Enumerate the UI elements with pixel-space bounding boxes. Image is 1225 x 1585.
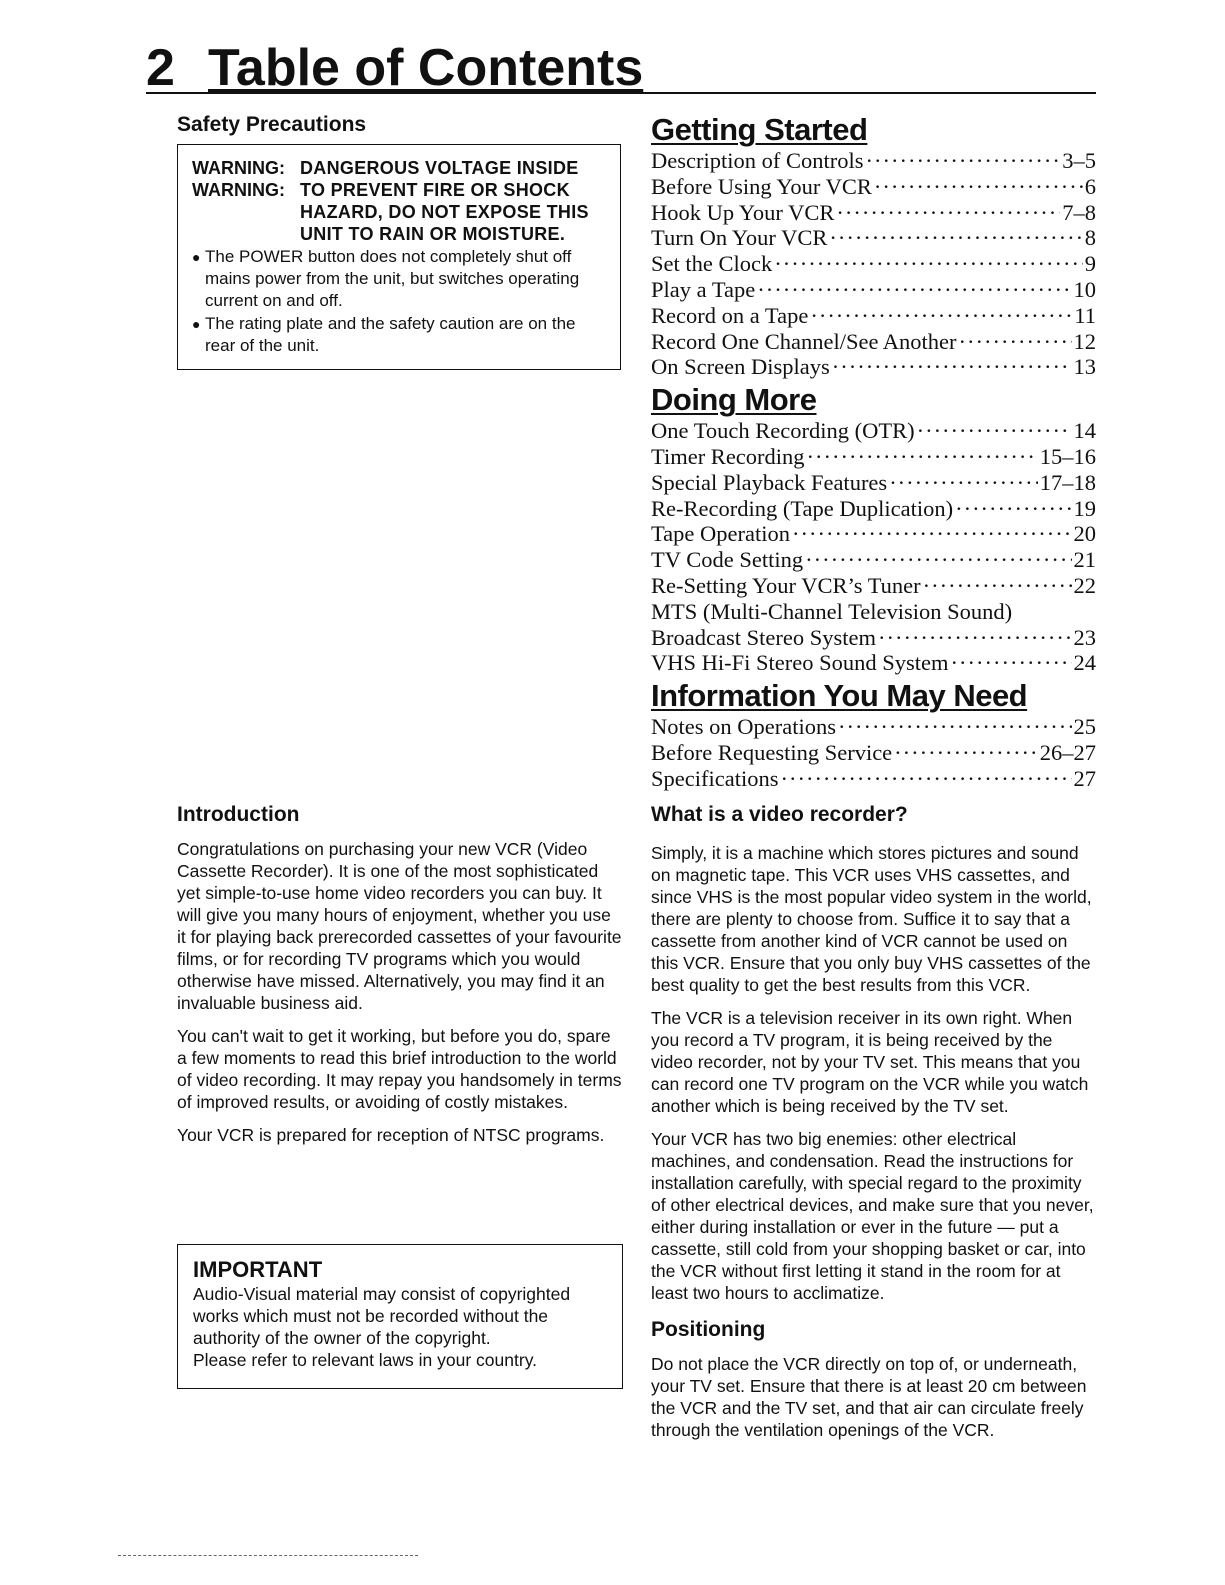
toc-leader-dots	[829, 225, 1082, 251]
toc-leader-dots	[757, 277, 1071, 303]
toc-entry-page: 11	[1074, 302, 1096, 328]
footer-rule	[118, 1555, 418, 1556]
toc-entry-page: 22	[1073, 572, 1096, 598]
toc-leader-dots	[955, 496, 1071, 522]
toc-entry-page: 9	[1084, 251, 1096, 277]
toc-entry-title: On Screen Displays	[651, 354, 830, 380]
toc-entry[interactable]	[651, 714, 1096, 740]
toc-entry[interactable]	[651, 521, 1096, 547]
toc-entry-page: 25	[1073, 714, 1096, 740]
toc-entry-title: Specifications	[651, 765, 779, 791]
toc-entry-title: Re-Setting Your VCR’s Tuner	[651, 572, 921, 598]
video-recorder-paragraph: Simply, it is a machine which stores pictures and sound on magnetic tape. This VCR uses VHS cassettes, and since VHS is the most popular video system in the world, there are plenty to choose from. Suffice it to say that a cassette from another kind of VCR cannot be used on this VCR. Ensure that you only buy VHS cassettes of the best quality to get the best results from this VCR.	[651, 843, 1092, 995]
bullet-icon: ●	[192, 249, 201, 265]
toc-entry[interactable]	[651, 547, 1096, 573]
important-line: authority of the owner of the copyright.	[193, 1328, 491, 1348]
toc-entry-page: 14	[1073, 418, 1096, 444]
toc-leader-dots	[805, 547, 1071, 573]
important-line: Audio-Visual material may consist of copyrighted	[193, 1284, 571, 1304]
toc-entry-title: Notes on Operations	[651, 714, 836, 740]
bullet-text: The rating plate and the safety caution are on the rear of the unit.	[205, 314, 576, 355]
toc-leader-dots	[774, 251, 1083, 277]
toc-entry[interactable]	[651, 599, 1096, 625]
warning-row	[192, 157, 606, 179]
important-heading: IMPORTANT	[193, 1257, 323, 1282]
toc-entry-title: Record on a Tape	[651, 302, 809, 328]
safety-bullet	[192, 313, 606, 357]
toc-entry[interactable]	[651, 329, 1096, 355]
toc-entry[interactable]	[651, 418, 1096, 444]
toc-entry[interactable]	[651, 650, 1096, 676]
toc-leader-dots	[923, 573, 1072, 599]
toc-leader-dots	[959, 329, 1072, 355]
toc-entry-title: Turn On Your VCR	[651, 225, 828, 251]
toc-leader-dots	[807, 444, 1038, 470]
toc-leader-dots	[889, 470, 1038, 496]
introduction-heading: Introduction	[177, 803, 300, 826]
warning-row	[192, 179, 606, 245]
video-recorder-heading: What is a video recorder?	[651, 803, 908, 826]
important-line: works which must not be recorded without the	[193, 1306, 549, 1326]
toc-entry-title: Play a Tape	[651, 276, 756, 302]
toc-entry-page: 8	[1084, 225, 1096, 251]
toc-leader-dots	[878, 625, 1072, 651]
video-recorder-paragraph: The VCR is a television receiver in its own right. When you record a TV program, it is being received by the video recorder, not by your TV set. This means that you can record one TV program on the VCR while you watch another which is being received by the TV set.	[651, 1008, 1089, 1116]
warning-label: WARNING:	[192, 158, 285, 178]
toc-entry-title: Set the Clock	[651, 251, 773, 277]
toc-leader-dots	[810, 303, 1072, 329]
warning-text: DANGEROUS VOLTAGE INSIDE	[300, 158, 579, 178]
toc-entry[interactable]	[651, 251, 1096, 277]
page-number: 2	[146, 39, 175, 97]
safety-box	[177, 144, 621, 370]
toc-entry-title: One Touch Recording (OTR)	[651, 418, 915, 444]
toc-leader-dots	[874, 174, 1083, 200]
toc-entry-page: 7–8	[1062, 199, 1096, 225]
toc-entry[interactable]	[651, 354, 1096, 380]
toc-entry[interactable]	[651, 174, 1096, 200]
toc-entry-page: 17–18	[1039, 469, 1096, 495]
toc-entry[interactable]	[651, 470, 1096, 496]
toc-entry-page: 3–5	[1062, 148, 1096, 173]
toc-entry[interactable]	[651, 200, 1096, 226]
toc-leader-dots	[836, 200, 1060, 226]
toc-entry-title: Timer Recording	[651, 443, 805, 469]
bullet-icon: ●	[192, 316, 201, 332]
toc-leader-dots	[917, 418, 1072, 444]
page-header	[146, 38, 1096, 97]
toc-entry-title: MTS (Multi-Channel Television Sound)	[651, 598, 1013, 624]
toc-leader-dots	[951, 650, 1072, 676]
safety-heading: Safety Precautions	[177, 113, 367, 136]
toc-entry-page: 6	[1084, 173, 1096, 199]
warning-label: WARNING:	[192, 180, 285, 200]
toc-entry-page: 20	[1073, 521, 1096, 547]
toc-entry[interactable]	[651, 444, 1096, 470]
toc-entry-title: TV Code Setting	[651, 547, 804, 573]
toc-entry-page: 26–27	[1039, 739, 1096, 765]
toc-leader-dots	[780, 766, 1071, 792]
toc-entry-title: Re-Recording (Tape Duplication)	[651, 495, 954, 521]
toc-leader-dots	[838, 714, 1072, 740]
important-box	[177, 1244, 623, 1389]
toc-entry-page: 12	[1073, 328, 1096, 354]
toc-entry[interactable]	[651, 496, 1096, 522]
toc-leader-dots	[832, 354, 1072, 380]
toc-entry-page: 19	[1073, 495, 1096, 521]
toc-entry-page: 13	[1073, 354, 1096, 380]
introduction-paragraph: You can't wait to get it working, but before you do, spare a few moments to read this brief introduction to the world of video recording. It may repay you handsomely in terms of improved results, or avoiding of costly mistakes.	[177, 1026, 622, 1112]
toc-entry-page: 10	[1073, 276, 1096, 302]
toc-leader-dots	[792, 521, 1072, 547]
toc-section-heading: Getting Started	[651, 112, 868, 147]
introduction-paragraph: Congratulations on purchasing your new VCR (Video Cassette Recorder). It is one of the most sophisticated yet simple-to-use home video recorders you can buy. It will give you many hours of enjoyment, whether you use it for playing back prerecorded cassettes of your favourite films, or for recording TV programs which you would otherwise have missed. Alternatively, you may find it an invaluable business aid.	[177, 839, 622, 1013]
toc-entry-page: 15–16	[1039, 443, 1096, 469]
toc-leader-dots	[894, 740, 1038, 766]
toc-entry-page: 24	[1073, 650, 1096, 676]
toc-section-heading: Doing More	[651, 382, 817, 418]
toc-entry[interactable]	[651, 148, 1096, 174]
toc-entry-title: Broadcast Stereo System	[651, 624, 876, 650]
safety-bullet	[192, 246, 606, 312]
toc-entry[interactable]	[651, 303, 1096, 329]
toc-entry[interactable]	[651, 766, 1096, 792]
introduction-paragraph: Your VCR is prepared for reception of NTSC programs.	[177, 1125, 605, 1145]
toc-entry[interactable]	[651, 625, 1096, 651]
video-recorder-paragraph: Your VCR has two big enemies: other electrical machines, and condensation. Read the instructions for installation carefully, with special regard to the proximity of other electrical devices, and make sure that you never, either during installation or ever in the future — put a cassette, still cold from your shopping basket or car, into the VCR without first letting it stand in the room for at least two hours to acclimatize.	[651, 1129, 1094, 1303]
warning-text: TO PREVENT FIRE OR SHOCK HAZARD, DO NOT EXPOSE THIS UNIT TO RAIN OR MOISTURE.	[300, 180, 589, 244]
toc-entry-title: Record One Channel/See Another	[651, 328, 957, 354]
toc-entry-title: Tape Operation	[651, 521, 790, 547]
toc	[651, 110, 1096, 792]
toc-section-heading: Information You May Need	[651, 678, 1028, 714]
positioning-paragraph: Do not place the VCR directly on top of, or underneath, your TV set. Ensure that there is at least 20 cm between the VCR and the TV set, and that air can circulate freely through the ventilation openings of the VCR.	[651, 1354, 1087, 1440]
toc-entry[interactable]	[651, 573, 1096, 599]
toc-entry-title: Description of Controls	[651, 148, 864, 173]
toc-entry-title: Before Requesting Service	[651, 739, 893, 765]
toc-entry-page: 21	[1073, 547, 1096, 573]
toc-entry-title: Hook Up Your VCR	[651, 199, 835, 225]
toc-entry-page: 23	[1073, 624, 1096, 650]
page-title: Table of Contents	[208, 39, 644, 97]
toc-entry[interactable]	[651, 740, 1096, 766]
video-recorder-section	[651, 800, 1096, 1452]
toc-entry[interactable]	[651, 225, 1096, 251]
toc-leader-dots	[865, 148, 1060, 174]
toc-entry[interactable]	[651, 277, 1096, 303]
bullet-text: The POWER button does not completely shut off mains power from the unit, but switches operating current on and off.	[205, 247, 580, 310]
positioning-heading: Positioning	[651, 1318, 766, 1341]
introduction-section	[177, 800, 623, 1157]
safety-section	[177, 110, 623, 140]
toc-entry-title: Before Using Your VCR	[651, 173, 872, 199]
toc-entry-page: 27	[1073, 765, 1096, 791]
toc-entry-title: VHS Hi-Fi Stereo Sound System	[651, 650, 949, 676]
important-line: Please refer to relevant laws in your country.	[193, 1350, 538, 1370]
toc-entry-title: Special Playback Features	[651, 469, 888, 495]
